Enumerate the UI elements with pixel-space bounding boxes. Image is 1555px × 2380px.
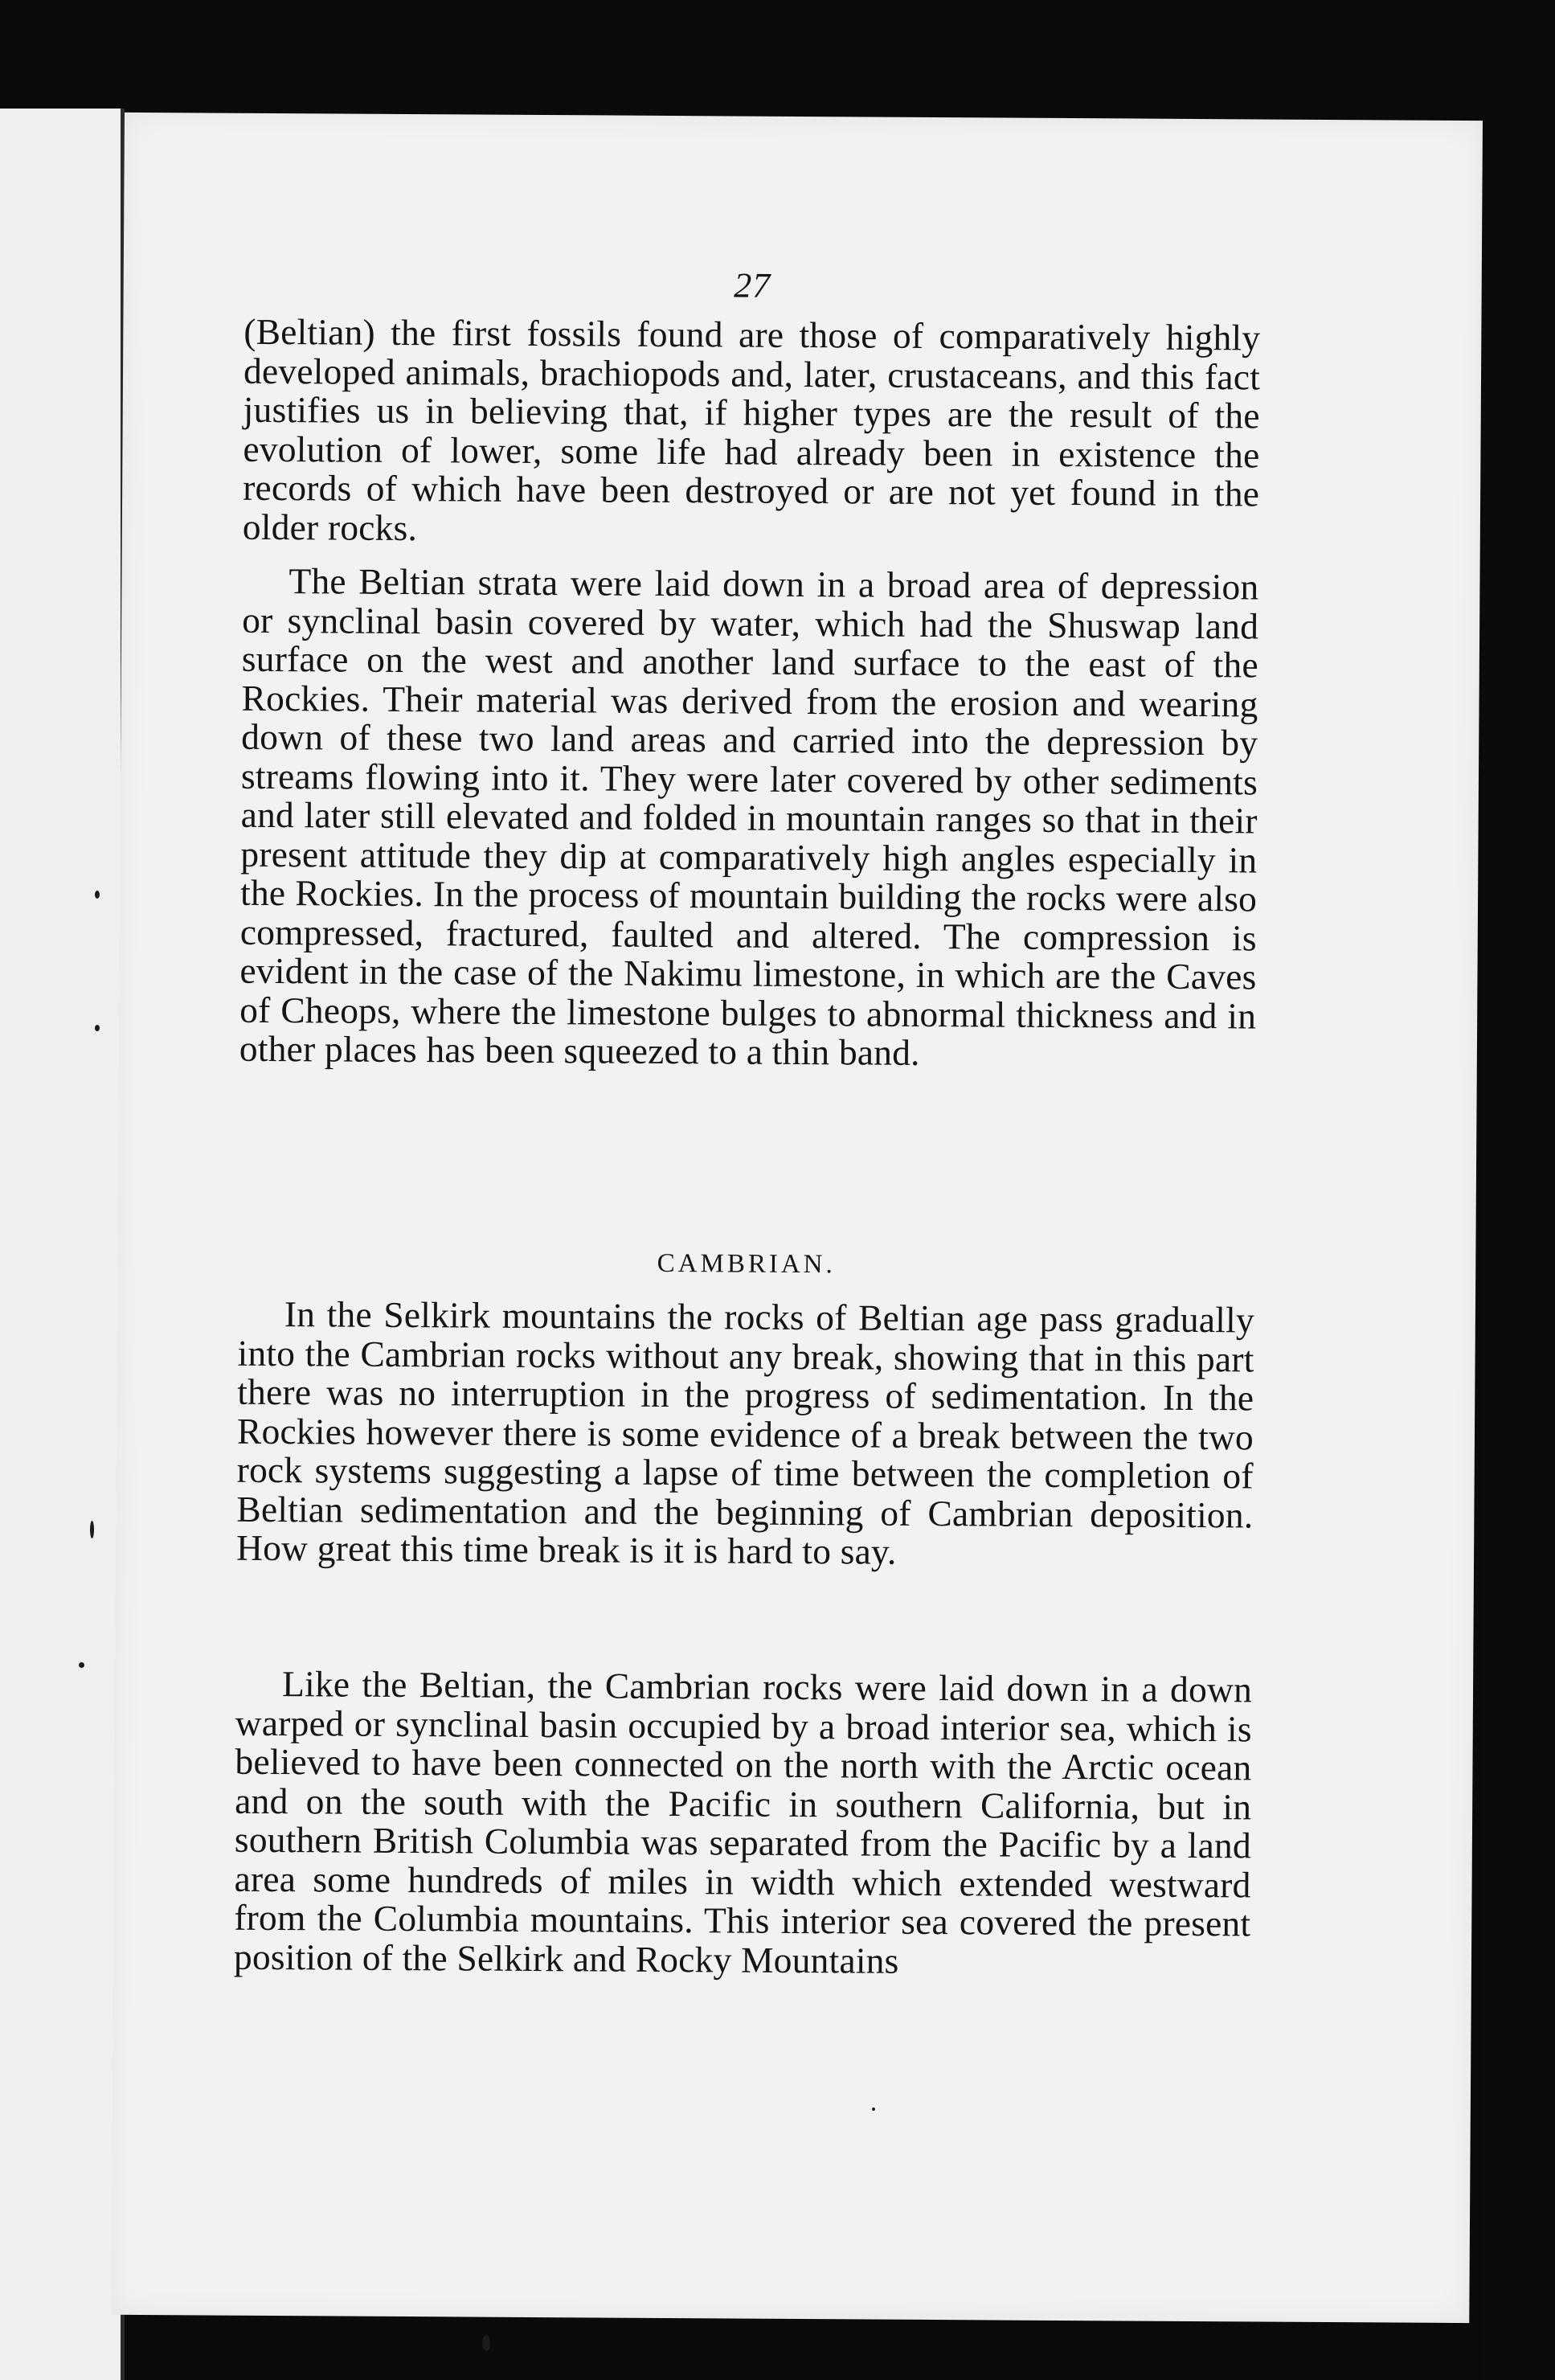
dust-speck [79, 1662, 84, 1668]
dust-speck [90, 1521, 94, 1538]
paragraph-beltian-strata: The Beltian strata were laid down in a broad area of depression or synclinal basin covered by water, which had the Shuswap land surface on the west and another land surface to the east of the Rockies. Their material was derived from the erosion and wearing down of these two land areas and carried into the depression by streams flowing into it. They were later covered by other sediments and later still elevated and folded in mountain ranges so that in their present attitude they dip at comparatively high angles especially in the Rockies. In the process of mountain building the rocks were also compressed, fractured, faulted and altered. The compression is evident in the case of the Nakimu limestone, in which are the Caves of Cheops, where the limestone bulges to abnormal thickness and in other places has been squeezed to a thin band. [239, 560, 1259, 1073]
book-page [111, 113, 1483, 2323]
dust-speck [482, 2335, 490, 2351]
facing-page-edge [0, 109, 121, 2380]
dust-speck [95, 1025, 100, 1031]
page-text-block [233, 113, 1262, 1981]
dark-margin-right [1483, 161, 1555, 2380]
paragraph-selkirk-cambrian: In the Selkirk mountains the rocks of Beltian age pass gradually into the Cambrian rocks without any break, showing that in this part there was no interruption in the progress of sedimentation. In the Rockies however there is some evidence of a break between the two rock systems suggesting a lapse of time between the completion of Beltian sedimentation and the beginning of Cambrian deposition. How great this time break is it is hard to say. [235, 1293, 1255, 1572]
paragraph-cambrian-basin: Like the Beltian, the Cambrian rocks were laid down in a down warped or synclinal basin occupied by a broad interior sea, which is believed to have been connected on the north with the Arctic ocean and on the south with the Pacific in southern California, but in southern British Columbia was separated from the Pacific by a land area some hundreds of miles in width which extended westward from the Columbia mountains. This interior sea covered the present position of the Selkirk and Rocky Mountains [233, 1663, 1253, 1981]
paragraph-beltian-fossils: (Beltian) the first fossils found are those of comparatively highly developed animals, brachiopods and, later, crustaceans, and this fact justifies us in believing that, if higher types are the result of the evolution of lower, some life had already been in existence the records of which have been destroyed or are not yet found in the older rocks. [242, 310, 1261, 548]
section-heading-cambrian: CAMBRIAN. [657, 1248, 836, 1280]
dust-speck [872, 2108, 875, 2111]
dust-speck [95, 891, 100, 899]
page-number: 27 [734, 265, 771, 305]
